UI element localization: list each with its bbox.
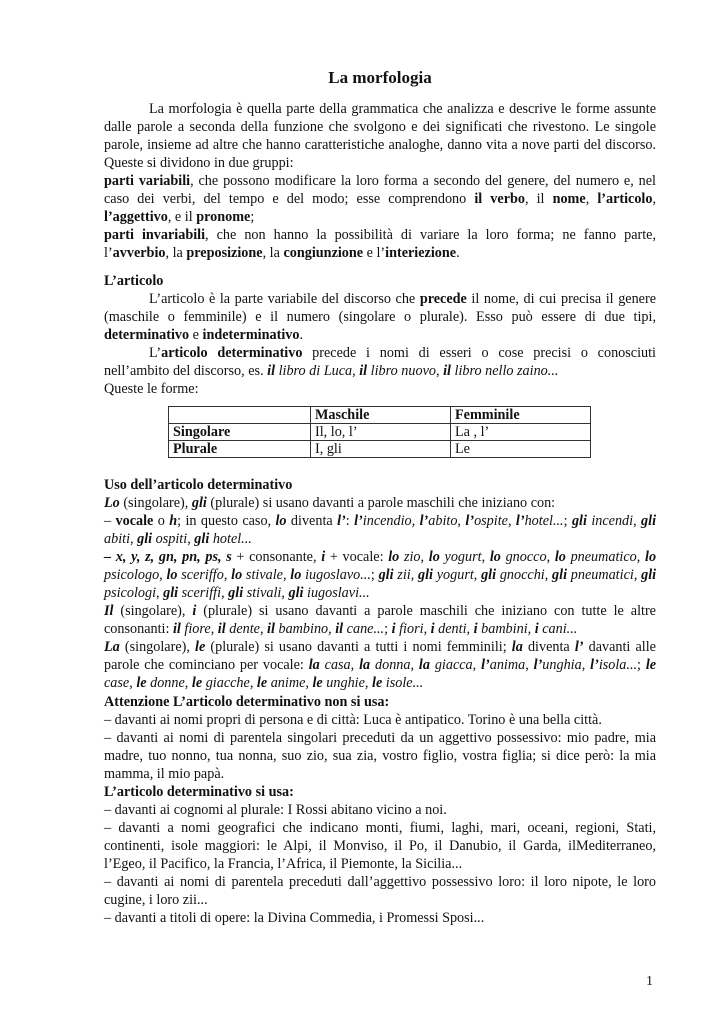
intro-section: [104, 100, 656, 262]
text: .: [299, 327, 303, 343]
example: denti: [438, 621, 467, 637]
list-item: – davanti ai cognomi al plurale: I Rossi abitano vicino a noi.: [104, 802, 447, 818]
text: , e il: [167, 209, 197, 225]
example: casa: [324, 657, 351, 673]
text: + consonante,: [231, 549, 322, 565]
example: iugoslavo...: [305, 567, 371, 583]
table-row-label: Plurale: [169, 441, 311, 458]
text: :: [345, 513, 355, 529]
text: –: [104, 513, 116, 529]
table-header-row: [169, 407, 591, 424]
example: abiti: [104, 531, 131, 547]
example: zio: [403, 549, 421, 565]
example: iugoslavi...: [307, 585, 370, 601]
lo-gli-rule: [104, 494, 656, 512]
text: ;: [250, 209, 255, 225]
intro-paragraph: La morfologia è quella parte della grammatica che analizza e descrive le forme assunte dalle parole a seconda della funzione che svolgono e dei significati che rivestono. Le singole parole, insieme ad altre che hanno caratteristiche analoghe, danno vita a nove parti del discorso. Queste si dividono in due gruppi:: [104, 101, 656, 171]
example: ospiti: [155, 531, 188, 547]
la-le-rule: La (singolare), le (plurale) si usano davanti a tutti i nomi femminili; la diventa l’ davanti alle parole che cominciano per vocale: la casa, la donna, la giacca, l’anima, l’unghia, l’isola...; le case, le donne, le giacche, le anime, le unghie, le isole...: [104, 639, 657, 691]
consonant-rule: – x, y, z, gn, pn, ps, s + consonante, i + vocale: lo zio, lo yogurt, lo gnocco, lo pneumatico, lo psicologo, lo sceriffo, lo stivale, lo iugoslavo...; gli zii, gli yogurt, gli gnocchi, gli pneumatici, gli psicologi, gli sceriffi, gli stivali, gli iugoslavi...: [104, 549, 657, 601]
article: i: [192, 603, 197, 619]
text: davanti alle parole che cominciano per vocale:: [104, 639, 656, 673]
article: Lo: [104, 495, 120, 511]
example: pneumatici: [570, 567, 634, 583]
attenzione-section: [104, 693, 656, 927]
term-nome: nome: [552, 191, 586, 207]
text: (plurale) si usano davanti a parole maschili che iniziano con:: [206, 495, 556, 511]
term-parti-invariabili: parti invariabili: [104, 227, 206, 243]
term: il: [474, 191, 483, 207]
example: hotel...: [212, 531, 252, 547]
text: e l’: [363, 245, 386, 261]
list-item: – davanti ai nomi di parentela singolari preceduti da un aggettivo possessivo: mio padre, mia madre, tuo nonno, tua nonna, suo zio, sua zia, vostro figlio, vostra figlia; si dice però: la mia mamma, il mio papà.: [104, 730, 656, 782]
letters: – x, y, z, gn, pn, ps, s: [104, 549, 232, 565]
section-heading-non-si-usa: Attenzione L’articolo determinativo non si usa:: [104, 694, 390, 710]
example: isola...: [598, 657, 638, 673]
term-preposizione: preposizione: [186, 245, 263, 261]
text: L’: [149, 345, 162, 361]
table-cell: Le: [451, 441, 591, 458]
text: ,: [652, 191, 657, 207]
example: stivale: [245, 567, 283, 583]
text: (singolare),: [119, 495, 192, 511]
example: anime: [270, 675, 306, 691]
example: sceriffo: [181, 567, 224, 583]
term-articolo-determinativo: articolo determinativo: [161, 345, 303, 361]
text: ,: [585, 191, 598, 207]
example: case: [104, 675, 130, 691]
text: ; in questo caso,: [177, 513, 276, 529]
article: le: [195, 639, 206, 655]
example: incendi: [591, 513, 634, 529]
article: La: [104, 639, 120, 655]
term-articolo: l’articolo: [597, 191, 653, 207]
table-cell: Il, lo, l’: [311, 424, 451, 441]
example-word: libro nuovo: [367, 363, 436, 379]
example: sceriffi: [181, 585, 222, 601]
text: diventa: [522, 639, 575, 655]
example: bambino: [278, 621, 329, 637]
text: , la: [165, 245, 187, 261]
section-heading-uso: Uso dell’articolo determinativo: [104, 477, 293, 493]
example: yogurt: [444, 549, 482, 565]
il-i-rule: Il (singolare), i (plurale) si usano davanti a parole maschili che iniziano con tutte le altre consonanti: il fiore, il dente, il bambino, il cane...; i fiori, i denti, i bambini, i cani...: [104, 603, 656, 637]
list-item: – davanti ai nomi propri di persona e di città: Luca è antipatico. Torino è una bella città.: [104, 712, 602, 728]
table-header-cell: [169, 407, 311, 424]
text: , il: [524, 191, 553, 207]
table-row: [169, 424, 591, 441]
article: gli: [191, 495, 207, 511]
text: (plurale) si usano davanti a tutti i nomi femminili;: [205, 639, 512, 655]
example: giacche: [205, 675, 250, 691]
example: zii: [397, 567, 411, 583]
example: cani...: [542, 621, 578, 637]
example: pneumatico: [570, 549, 637, 565]
example: gnocco: [505, 549, 547, 565]
letter: i: [321, 549, 326, 565]
example: fiore: [184, 621, 211, 637]
example-article: il: [267, 363, 276, 379]
term-indeterminativo: indeterminativo: [202, 327, 300, 343]
term: vocale: [115, 513, 154, 529]
example-article: il: [443, 363, 451, 379]
text: , che non hanno la possibilità di variare la loro forma; ne fanno parte, l’: [104, 227, 656, 261]
text: o: [153, 513, 170, 529]
term-aggettivo: l’aggettivo: [104, 209, 168, 225]
example: unghia: [542, 657, 582, 673]
table-cell: La , l’: [451, 424, 591, 441]
example-word: libro di Luca: [275, 363, 353, 379]
example: yogurt: [436, 567, 474, 583]
text: + vocale:: [325, 549, 389, 565]
invariable-parts-paragraph: [104, 226, 656, 262]
example-article: il: [359, 363, 368, 379]
table-header-cell: Femminile: [451, 407, 591, 424]
text: .: [456, 245, 460, 261]
term-precede: precede: [419, 291, 467, 307]
articolo-paragraph-2: L’articolo determinativo precede i nomi di esseri o cose precisi o conosciuti nell’ambito del discorso, es. il libro di Luca, il libro nuovo, il libro nello zaino...: [104, 345, 656, 379]
page-number: 1: [646, 974, 653, 989]
text: e: [189, 327, 203, 343]
example: cane...: [346, 621, 385, 637]
article: gli: [571, 513, 587, 529]
text: (singolare),: [113, 603, 193, 619]
text: L’articolo è la parte variabile del discorso che: [149, 291, 420, 307]
text: precede i nomi di esseri o cose precisi o conosciuti nell’ambito del discorso, es.: [104, 345, 656, 379]
example: stivali: [246, 585, 282, 601]
list-item: – davanti a nomi geografici che indicano monti, fiumi, laghi, mari, oceani, regioni, Stati, continenti, isole maggiori: le Alpi, il Monviso, il Po, il Danubio, il Garda, ilMediterraneo, l’Egeo, il Pacifico, la Francia, l’Africa, il Piemonte, la Sicilia...: [104, 820, 656, 872]
text: il nome, di cui precisa il genere (maschile o femminile) e il numero (singolare o plurale). Esso può essere di due tipi,: [104, 291, 656, 325]
table-row-label: Singolare: [169, 424, 311, 441]
example: giacca: [434, 657, 473, 673]
section-heading-si-usa: L’articolo determinativo si usa:: [104, 784, 294, 800]
table-row: [169, 441, 591, 458]
text: , la: [262, 245, 284, 261]
list-item: – davanti a titoli di opere: la Divina Commedia, i Promessi Sposi...: [104, 910, 485, 926]
term-parti-variabili: parti variabili: [104, 173, 191, 189]
uso-section: [104, 476, 656, 692]
table-cell: I, gli: [311, 441, 451, 458]
article: la: [511, 639, 523, 655]
example: donna: [375, 657, 411, 673]
term-determinativo: determinativo: [104, 327, 190, 343]
vocale-rule: – vocale o h; in questo caso, lo diventa l’: l’incendio, l’abito, l’ospite, l’hotel...; gli incendi, gli abiti, gli ospiti, gli hotel...: [104, 513, 657, 547]
example: psicologo: [104, 567, 160, 583]
example: psicologi: [104, 585, 157, 601]
term-pronome: pronome: [196, 209, 251, 225]
articolo-section: [104, 272, 656, 398]
text: (singolare),: [119, 639, 196, 655]
example: unghie: [326, 675, 365, 691]
term: h: [169, 513, 178, 529]
text: , che possono modificare la loro forma a secondo del genere, del numero e, nel caso dei verbi, del tempo e del modo; esse comprendono: [104, 173, 656, 207]
article: l’: [337, 513, 346, 529]
variable-parts-paragraph: [104, 172, 656, 226]
section-heading-articolo: L’articolo: [104, 273, 164, 289]
example: donne: [150, 675, 185, 691]
example: bambini: [481, 621, 528, 637]
text: diventa: [286, 513, 338, 529]
example: fiori: [399, 621, 424, 637]
example-word: libro nello zaino...: [450, 363, 559, 379]
document-title: La morfologia: [328, 68, 432, 87]
term-interiezione: interiezione: [385, 245, 457, 261]
article: l’: [574, 639, 584, 655]
term-congiunzione: congiunzione: [283, 245, 364, 261]
article: Il: [104, 603, 114, 619]
example: dente: [229, 621, 260, 637]
term-avverbio: avverbio: [112, 245, 166, 261]
example: gnocchi: [499, 567, 545, 583]
articolo-paragraph-1: [104, 290, 656, 344]
term-verbo: verbo: [490, 191, 525, 207]
list-item: – davanti ai nomi di parentela preceduti dall’aggettivo possessivo loro: il loro nipote, le loro cugine, i loro zii...: [104, 874, 656, 908]
article: lo: [275, 513, 287, 529]
article-forms-table: [168, 406, 591, 458]
forms-label: Queste le forme:: [104, 381, 199, 397]
examples-singular: l’incendio, l’abito, l’ospite, l’hotel...: [354, 513, 564, 529]
text: (plurale) si usano davanti a parole maschili che iniziano con tutte le altre consonanti:: [104, 603, 656, 637]
table-header-cell: Maschile: [311, 407, 451, 424]
example: anima: [489, 657, 526, 673]
example: isole...: [385, 675, 424, 691]
